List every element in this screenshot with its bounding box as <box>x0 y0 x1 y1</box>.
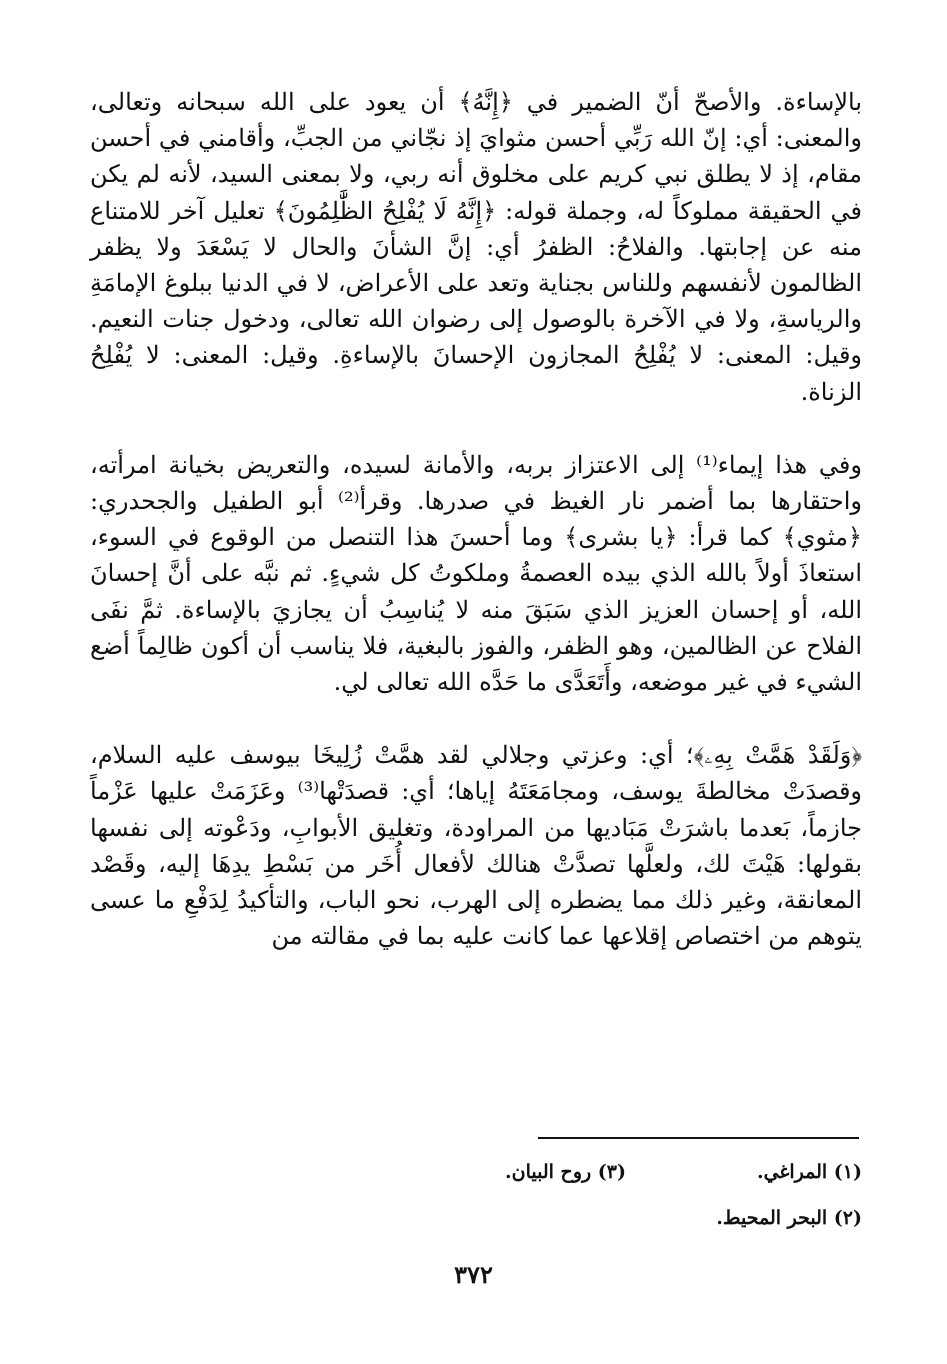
paragraph-3: ﴿وَلَقَدْ هَمَّتْ بِهِۦ﴾؛ أي: وعزتي وجلالي لقد همَّتْ زُلِيخَا بيوسف عليه السلام، وقصدَتْ مخالطةَ يوسف، ومجامَعَتَهُ إياها؛ أي: قصدَتْها⁽³⁾ وعَزَمَتْ عليها عَزْماً جازماً، بَعدما باشرَتْ مَبَاديها من المراودة، وتغليق الأبوابِ، ودَعْوته إلى نفسها بقولها: هَيْتَ لك، ولعلَّها تصدَّتْ هنالك لأفعال أُخَر من بَسْطِ يدِهَا إليه، وقَصْد المعانقة، وغير ذلك مما يضطره إلى الهرب، نحو الباب، والتأكيدُ لِدَفْعِ ما عسى يتوهم من اختصاص إقلاعها عما كانت عليه بما في مقالته من <box>90 741 863 951</box>
footnote-2: (٢) البحر المحيط. <box>716 1207 862 1229</box>
footnote-1: (١) المراغي. <box>756 1161 862 1183</box>
footnote-separator <box>538 1137 859 1139</box>
paragraph-2: وفي هذا إيماء⁽¹⁾ إلى الاعتزاز بربه، والأمانة لسيده، والتعريض بخيانة امرأته، واحتقارها بما أضمر نار الغيظ في صدرها. وقرأ⁽²⁾ أبو الطفيل والجحدري: ﴿مثوي﴾ كما قرأ: ﴿يا بشرى﴾ وما أحسنَ هذا التنصل من الوقوع في السوء، استعاذَ أولاً بالله الذي بيده العصمةُ وملكوتُ كل شيءٍ. ثم نبَّه على أنَّ إحسانَ الله، أو إحسان العزيز الذي سَبَقَ منه لا يُناسِبُ أن يجازيَ بالإساءة. ثمَّ نفَى الفلاح عن الظالمين، وهو الظفر، والفوز بالبغية، فلا يناسب أن أكون ظالِماً أضع الشيء في غير موضعه، وأَتَعَدَّى ما حَدَّه الله تعالى لي. <box>90 450 862 697</box>
page-body <box>90 84 862 954</box>
footnote-3: (٣) روح البيان. <box>505 1161 626 1183</box>
page-number: ٣٧٢ <box>454 1260 493 1289</box>
paragraph-1: بالإساءة. والأصحّ أنّ الضمير في ﴿إِنَّهُ﴾ أن يعود على الله سبحانه وتعالى، والمعنى: أي: إنّ الله رَبِّي أحسن مثوايَ إذ نجّاني من الجبِّ، وأقامني في أحسن مقام، إذ لا يطلق نبي كريم على مخلوق أنه ربي، ولا بمعنى السيد، لأنه لم يكن في الحقيقة مملوكاً له، وجملة قوله: ﴿إِنَّهُ لَا يُفْلِحُ الظَّٰلِمُونَ﴾ تعليل آخر للامتناع منه عن إجابتها. والفلاحُ: الظفرُ أي: إنَّ الشأنَ والحال لا يَسْعَدَ ولا يظفر الظالمون لأنفسهم وللناس بجناية وتعد على الأعراض، لا في الدنيا ببلوغ الإمامَةِ والرياسةِ، ولا في الآخرة بالوصول إلى رضوان الله تعالى، ودخول جنات النعيم. وقيل: المعنى: لا يُفْلِحُ المجازون الإحسانَ بالإساءةِ. وقيل: المعنى: لا يُفْلِحُ الزناة. <box>90 88 862 406</box>
